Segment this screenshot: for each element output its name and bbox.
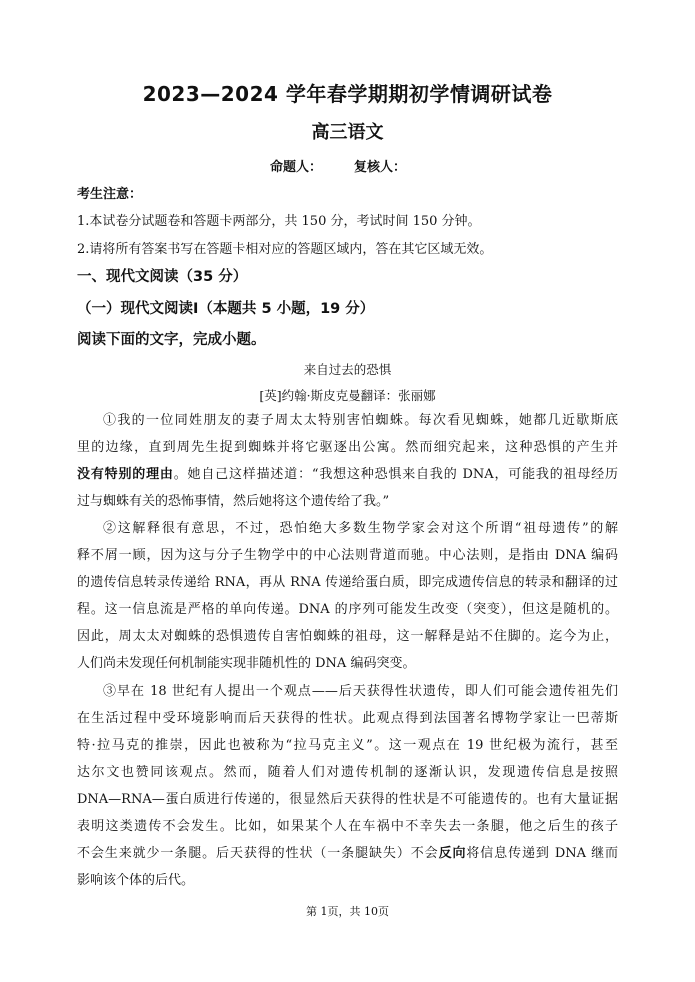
- text-line: 程。这一信息流是严格的单向传递。DNA 的序列可能发生改变（突变），但这是随机的。: [77, 602, 618, 617]
- section-heading: 一、现代文阅读（35 分）: [77, 269, 248, 285]
- text-line: 特·拉马克的推崇，因此也被称为“拉马克主义”。这一观点在 19 世纪极为流行，甚至: [77, 738, 618, 753]
- text-line: 过与蜘蛛有关的恐怖事情，然后她将这个遗传给了我。”: [77, 494, 390, 509]
- text-line: [77, 461, 618, 488]
- page-number: 第 1页，共 10页: [306, 905, 389, 918]
- paragraph-2: [77, 515, 618, 677]
- reviewer-label: 复核人：: [354, 160, 407, 175]
- text-line: [77, 840, 618, 867]
- text-span: 。她自己这样描述道：“我想这种恐惧来自我的 DNA，可能我的祖母经历: [173, 467, 618, 482]
- text-span: 不会生来就少一条腿。后天获得的性状（一条腿缺失）不会: [77, 846, 439, 861]
- paragraph-1: [77, 407, 618, 515]
- paragraph-3: [77, 678, 618, 894]
- text-line: 达尔文也赞同该观点。然而，随着人们对遗传机制的逐渐认识，发现遗传信息是按照: [77, 765, 618, 780]
- text-line: ②这解释很有意思，不过，恐怕绝大多数生物学家会对这个所谓“祖母遗传”的解: [103, 521, 618, 536]
- exam-title: 2023—2024 学年春学期期初学情调研试卷: [142, 82, 553, 106]
- text-line: DNA—RNA—蛋白质进行传递的，很显然后天获得的性状是不可能遗传的。也有大量证据: [77, 792, 618, 807]
- text-line: 里的边缘，直到周先生捉到蜘蛛并将它驱逐出公寓。然而细究起来，这种恐惧的产生并: [77, 440, 618, 455]
- text-line: 的遗传信息转录传递给 RNA，再从 RNA 传递给蛋白质，即完成遗传信息的转录和翻译的过: [77, 575, 618, 590]
- text-line: 表明这类遗传不会发生。比如，如果某个人在车祸中不幸失去一条腿，他之后生的孩子: [77, 819, 618, 834]
- text-line: 释不屑一顾，因为这与分子生物学中的中心法则背道而驰。中心法则，是指由 DNA 编码: [77, 548, 618, 563]
- authors-line: [270, 156, 406, 175]
- notice-heading: 考生注意：: [77, 187, 143, 202]
- notice-item-2: 2.请将所有答案书写在答题卡相对应的答题区域内，答在其它区域无效。: [77, 242, 493, 257]
- subsection-heading: （一）现代文阅读Ⅰ（本题共 5 小题，19 分）: [77, 301, 375, 317]
- text-line: 因此，周太太对蜘蛛的恐惧遗传自害怕蜘蛛的祖母，这一解释是站不住脚的。迄今为止，: [77, 629, 618, 644]
- text-span: 将信息传递到 DNA 继而: [466, 846, 618, 861]
- text-line: ③早在 18 世纪有人提出一个观点——后天获得性状遗传，即人们可能会遗传祖先们: [103, 684, 618, 699]
- article-title: 来自过去的恐惧: [303, 362, 392, 377]
- reading-instruction: 阅读下面的文字，完成小题。: [77, 332, 266, 348]
- notice-item-1: 1.本试卷分试题卷和答题卡两部分，共 150 分，考试时间 150 分钟。: [77, 214, 481, 229]
- text-line: 在生活过程中受环境影响而后天获得的性状。此观点得到法国著名博物学家让一巴蒂斯: [77, 711, 618, 726]
- article-author: [英]约翰·斯皮克曼翻译：张丽娜: [259, 388, 436, 403]
- emphasis-text: 反向: [438, 846, 467, 861]
- exam-subject: 高三语文: [311, 122, 384, 143]
- setter-label: 命题人：: [270, 160, 323, 175]
- text-line: 影响该个体的后代。: [77, 873, 195, 888]
- emphasis-text: 没有特别的理由: [77, 467, 174, 482]
- text-line: ①我的一位同姓朋友的妻子周太太特别害怕蜘蛛。每次看见蜘蛛，她都几近歇斯底: [103, 413, 618, 428]
- text-line: 人们尚未发现任何机制能实现非随机性的 DNA 编码突变。: [77, 656, 416, 671]
